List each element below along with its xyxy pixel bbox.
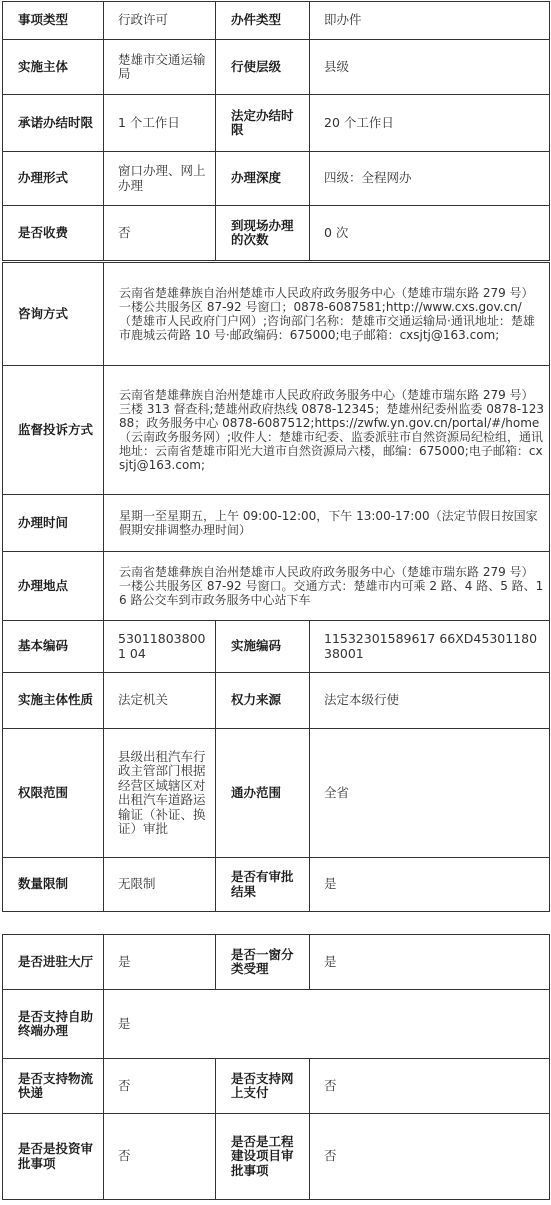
pay-value: 否 — [310, 1059, 550, 1114]
visits-value: 0 次 — [310, 206, 550, 261]
extra-info-table — [2, 934, 550, 1200]
base-code-value: 530118038001 04 — [104, 621, 216, 673]
table-row — [3, 263, 550, 366]
pay-label: 是否支持网上支付 — [216, 1059, 310, 1114]
table-row — [3, 858, 550, 912]
time-value: 星期一至星期五，上午 09:00-12:00，下午 13:00-17:00（法定节假日按国家假期安排调整办理时间） — [104, 495, 550, 552]
table-row — [3, 552, 550, 621]
result-label: 是否有审批结果 — [216, 858, 310, 912]
fee-value: 否 — [104, 206, 216, 261]
self-service-value: 是 — [104, 990, 550, 1059]
table-row — [3, 990, 550, 1059]
hall-value: 是 — [104, 935, 216, 990]
nature-label: 实施主体性质 — [3, 673, 104, 729]
table-row — [3, 1114, 550, 1200]
detail-info-table — [2, 262, 550, 912]
basic-info-table — [2, 1, 550, 261]
impl-code-value: 11532301589617 66XD45301180 38001 — [310, 621, 550, 673]
table-row — [3, 935, 550, 990]
legal-label: 法定办结时限 — [216, 95, 310, 152]
promise-value: 1 个工作日 — [104, 95, 216, 152]
legal-value: 20 个工作日 — [310, 95, 550, 152]
hall-label: 是否进驻大厅 — [3, 935, 104, 990]
impl-code-label: 实施编码 — [216, 621, 310, 673]
scope-label: 权限范围 — [3, 729, 104, 858]
window-value: 是 — [310, 935, 550, 990]
table-row — [3, 95, 550, 152]
general-label: 通办范围 — [216, 729, 310, 858]
limit-value: 无限制 — [104, 858, 216, 912]
base-code-label: 基本编码 — [3, 621, 104, 673]
table-row — [3, 621, 550, 673]
complaint-label: 监督投诉方式 — [3, 366, 104, 495]
doc-type-value: 即办件 — [310, 2, 550, 40]
depth-value: 四级：全程网办 — [310, 152, 550, 206]
consult-value: 云南省楚雄彝族自治州楚雄市人民政府政务服务中心（楚雄市瑞东路 279 号）一楼公共服务区 87-92 号窗口；0878-6087581;http://www.cxs.gov.cn/（楚雄市人民政府门户网）;咨询部门名称：楚雄市交通运输局·通讯地址：楚雄市鹿城云荷路 10 号·邮政编码：675000;电子邮箱：cxsjtj@163.com; — [104, 263, 550, 366]
level-value: 县级 — [310, 40, 550, 95]
table-row — [3, 2, 550, 40]
table-row — [3, 40, 550, 95]
form-label: 办理形式 — [3, 152, 104, 206]
window-label: 是否一窗分类受理 — [216, 935, 310, 990]
invest-label: 是否是投资审批事项 — [3, 1114, 104, 1200]
time-label: 办理时间 — [3, 495, 104, 552]
self-service-label: 是否支持自助终端办理 — [3, 990, 104, 1059]
source-label: 权力来源 — [216, 673, 310, 729]
promise-label: 承诺办结时限 — [3, 95, 104, 152]
logistics-label: 是否支持物流快递 — [3, 1059, 104, 1114]
project-value: 否 — [310, 1114, 550, 1200]
general-value: 全省 — [310, 729, 550, 858]
limit-label: 数量限制 — [3, 858, 104, 912]
place-label: 办理地点 — [3, 552, 104, 621]
visits-label: 到现场办理的次数 — [216, 206, 310, 261]
form-value: 窗口办理、网上办理 — [104, 152, 216, 206]
doc-type-label: 办件类型 — [216, 2, 310, 40]
level-label: 行使层级 — [216, 40, 310, 95]
project-label: 是否是工程建设项目审批事项 — [216, 1114, 310, 1200]
consult-label: 咨询方式 — [3, 263, 104, 366]
complaint-value: 云南省楚雄彝族自治州楚雄市人民政府政务服务中心（楚雄市瑞东路 279 号）三楼 313 督查科;楚雄州政府热线 0878-12345；楚雄州纪委州监委 0878-12388；政务服务中心 0878-6087512;https://zwfw.yn.gov.cn/portal/#/home（云南政务服务网）;收件人：楚雄市纪委、监委派驻市自然资源局纪检组，通讯地址：云南省楚雄市阳光大道市自然资源局六楼，邮编：675000;电子邮箱：cxsjtj@163.com; — [104, 366, 550, 495]
logistics-value: 否 — [104, 1059, 216, 1114]
subject-label: 实施主体 — [3, 40, 104, 95]
table-row — [3, 152, 550, 206]
table-row — [3, 206, 550, 261]
result-value: 是 — [310, 858, 550, 912]
subject-value: 楚雄市交通运输局 — [104, 40, 216, 95]
invest-value: 否 — [104, 1114, 216, 1200]
matter-type-value: 行政许可 — [104, 2, 216, 40]
depth-label: 办理深度 — [216, 152, 310, 206]
table-row — [3, 673, 550, 729]
scope-value: 县级出租汽车行政主管部门根据经营区域辖区对出租汽车道路运输证（补证、换证）审批 — [104, 729, 216, 858]
table-row — [3, 495, 550, 552]
table-row — [3, 366, 550, 495]
source-value: 法定本级行使 — [310, 673, 550, 729]
nature-value: 法定机关 — [104, 673, 216, 729]
table-row — [3, 729, 550, 858]
place-value: 云南省楚雄彝族自治州楚雄市人民政府政务服务中心（楚雄市瑞东路 279 号）一楼公共服务区 87-92 号窗口。交通方式：楚雄市内可乘 2 路、4 路、5 路、16 路公交车到市政务服务中心站下车 — [104, 552, 550, 621]
matter-type-label: 事项类型 — [3, 2, 104, 40]
fee-label: 是否收费 — [3, 206, 104, 261]
table-row — [3, 1059, 550, 1114]
